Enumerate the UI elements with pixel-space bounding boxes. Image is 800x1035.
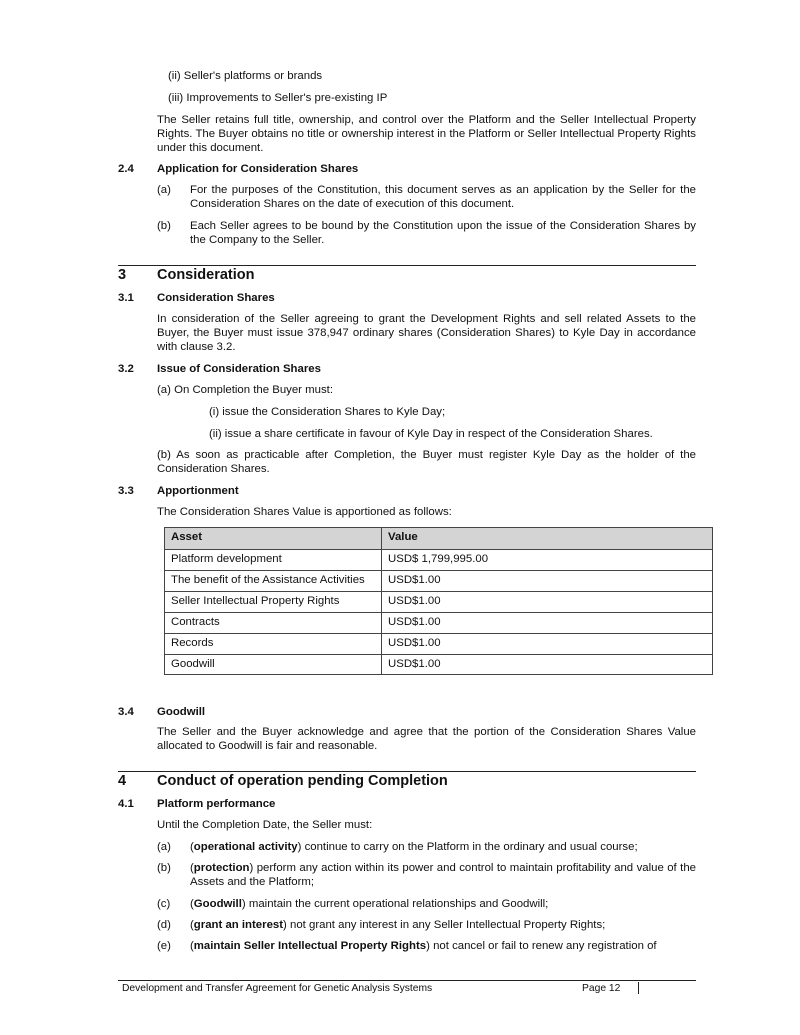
item-letter: (b) (157, 220, 171, 232)
clause-heading: Platform performance (157, 798, 276, 810)
page-number: Page 12 (582, 983, 621, 994)
table-row (165, 654, 713, 675)
item-rest: ) maintain the current operational relationships and Goodwill; (241, 898, 549, 910)
asset-cell: Records (165, 633, 382, 654)
table-header-row (165, 528, 713, 550)
value-cell: USD$1.00 (382, 612, 713, 633)
item-text: For the purposes of the Constitution, this document serves as an application by the Seller for the Consideration Shares on the date of execution of this document. (190, 184, 696, 210)
asset-cell: Goodwill (165, 654, 382, 675)
item-term: Goodwill (193, 898, 242, 910)
clause-heading: Goodwill (157, 706, 206, 718)
list-item-iii: (iii) Improvements to Seller's pre-existing IP (168, 92, 388, 104)
clause-number: 3.3 (118, 485, 134, 497)
clause-number: 4.1 (118, 798, 134, 810)
item-letter: (e) (157, 940, 171, 952)
asset-cell: Seller Intellectual Property Rights (165, 591, 382, 612)
section-number: 4 (118, 773, 127, 789)
table-row (165, 550, 713, 571)
clause-number: 2.4 (118, 163, 134, 175)
list-item: (maintain Seller Intellectual Property Rights) not cancel or fail to renew any registration of (190, 940, 657, 952)
value-cell: USD$1.00 (382, 591, 713, 612)
table-row (165, 633, 713, 654)
table-row (165, 591, 713, 612)
clause-paragraph: (b) As soon as practicable after Completion, the Buyer must register Kyle Day as the holder of the Consideration Shares. (157, 449, 696, 475)
value-cell: USD$ 1,799,995.00 (382, 550, 713, 571)
retain-paragraph: The Seller retains full title, ownership, and control over the Platform and the Seller Intellectual Property Rights. The Buyer obtains no title or ownership interest in the Platform or Seller Intellectual Property Rights under this document. (157, 114, 696, 154)
item-letter: (d) (157, 919, 171, 931)
asset-cell: Contracts (165, 612, 382, 633)
footer-separator (638, 982, 639, 994)
item-letter: (a) (157, 184, 171, 196)
item-letter: (b) (157, 862, 171, 874)
table-header-asset: Asset (165, 528, 382, 550)
item-rest: ) not grant any interest in any Seller Intellectual Property Rights; (283, 919, 606, 931)
clause-number: 3.1 (118, 292, 134, 304)
list-item: (grant an interest) not grant any interest in any Seller Intellectual Property Rights; (190, 919, 606, 931)
apportionment-table (164, 527, 713, 675)
section-number: 3 (118, 267, 127, 283)
clause-paragraph: The Seller and the Buyer acknowledge and agree that the portion of the Consideration Shares Value allocated to Goodwill is fair and reasonable. (157, 726, 696, 752)
list-item: (operational activity) continue to carry on the Platform in the ordinary and usual course; (190, 841, 638, 853)
sub-item: (i) issue the Consideration Shares to Kyle Day; (209, 406, 446, 418)
table-row (165, 612, 713, 633)
section-title: Conduct of operation pending Completion (157, 773, 448, 789)
clause-heading: Consideration Shares (157, 292, 275, 304)
item-term: grant an interest (193, 919, 284, 931)
sub-item: (ii) issue a share certificate in favour of Kyle Day in respect of the Consideration Shares. (209, 428, 653, 440)
clause-number: 3.2 (118, 363, 134, 375)
clause-heading: Application for Consideration Shares (157, 163, 359, 175)
item-term: protection (193, 862, 250, 874)
value-cell: USD$1.00 (382, 633, 713, 654)
clause-heading: Issue of Consideration Shares (157, 363, 321, 375)
item-text: Each Seller agrees to be bound by the Constitution upon the issue of the Consideration Shares by the Company to the Seller. (190, 220, 696, 246)
table-row (165, 570, 713, 591)
list-item: (protection) perform any action within its power and control to maintain profitability and value of the Assets and the Platform; (190, 862, 696, 888)
footer-title: Development and Transfer Agreement for Genetic Analysis Systems (122, 983, 433, 994)
value-cell: USD$1.00 (382, 654, 713, 675)
item-rest: ) not cancel or fail to renew any registration of (426, 940, 657, 952)
clause-intro: The Consideration Shares Value is apportioned as follows: (157, 506, 452, 518)
value-cell: USD$1.00 (382, 570, 713, 591)
item-term: operational activity (193, 841, 298, 853)
clause-paragraph: In consideration of the Seller agreeing to grant the Development Rights and sell related Assets to the Buyer, the Buyer must issue 378,947 ordinary shares (Consideration Shares) to Kyle Day in accordance with clause 3.2. (157, 313, 696, 353)
footer-divider (118, 980, 696, 981)
section-divider (118, 265, 696, 266)
list-item-ii: (ii) Seller's platforms or brands (168, 70, 323, 82)
item-rest: ) continue to carry on the Platform in the ordinary and usual course; (297, 841, 638, 853)
table-header-value: Value (382, 528, 713, 550)
item-letter: (c) (157, 898, 171, 910)
clause-heading: Apportionment (157, 485, 239, 497)
section-title: Consideration (157, 267, 255, 283)
section-divider (118, 771, 696, 772)
item-letter: (a) (157, 841, 171, 853)
item-term: maintain Seller Intellectual Property Rights (193, 940, 427, 952)
clause-intro: Until the Completion Date, the Seller must: (157, 819, 373, 831)
list-item: (Goodwill) maintain the current operational relationships and Goodwill; (190, 898, 549, 910)
clause-item: (a) On Completion the Buyer must: (157, 384, 333, 396)
item-rest: ) perform any action within its power and control to maintain profitability and value of the Assets and the Platform; (190, 862, 696, 888)
clause-number: 3.4 (118, 706, 134, 718)
asset-cell: The benefit of the Assistance Activities (165, 570, 382, 591)
asset-cell: Platform development (165, 550, 382, 571)
